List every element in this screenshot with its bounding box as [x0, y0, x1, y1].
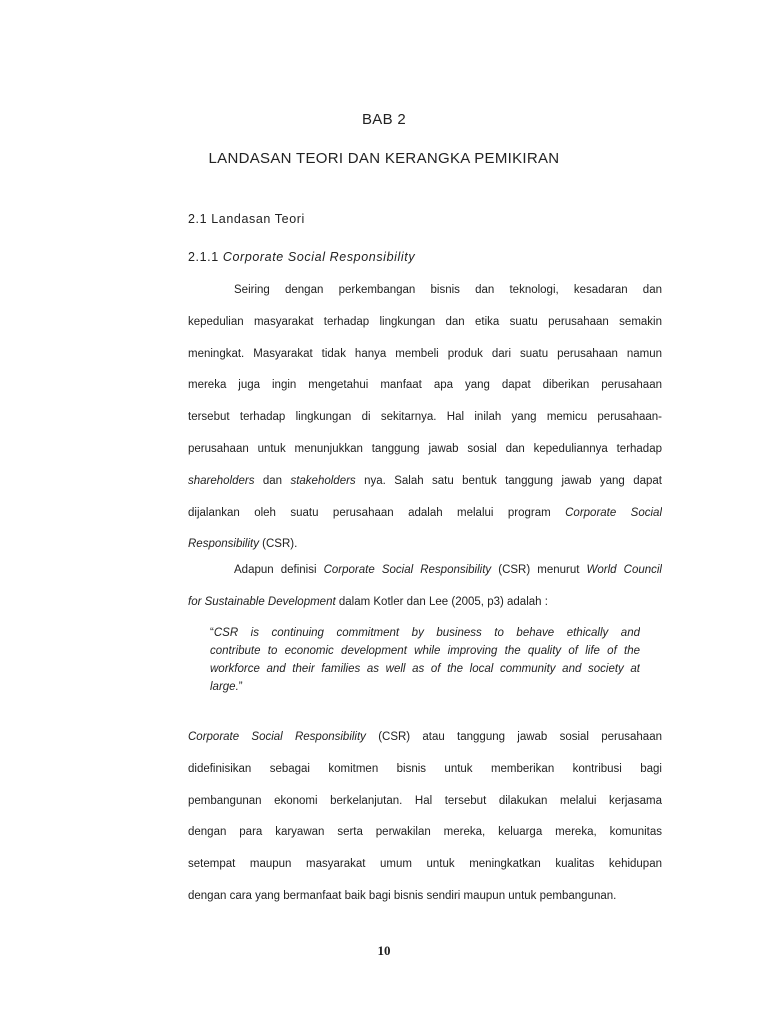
paragraph-csr-intro: [188, 282, 662, 568]
text-line: Seiring dengan perkembangan bisnis dan teknologi, kesadaran dan: [234, 284, 662, 296]
term-stakeholders: stakeholders: [290, 474, 356, 487]
text-line: dengan cara yang bermanfaat baik bagi bisnis sendiri maupun untuk pembangunan.: [188, 889, 617, 902]
quote-line: workforce and their families as well as of the local community and society at: [210, 663, 640, 675]
section-number: 2.1.1: [188, 250, 223, 264]
quote-line: “CSR is continuing commitment by business to behave ethically and: [210, 627, 640, 639]
quote-line: contribute to economic development while improving the quality of life of the: [210, 645, 640, 657]
text-line: for Sustainable Development dalam Kotler dan Lee (2005, p3) adalah :: [188, 595, 548, 608]
text-line: setempat maupun masyarakat umum untuk meningkatkan kualitas kehidupan: [188, 858, 662, 871]
text-line: tersebut terhadap lingkungan di sekitarnya. Hal inilah yang memicu perusahaan-: [188, 411, 662, 424]
text-line: mereka juga ingin mengetahui manfaat apa yang dapat diberikan perusahaan: [188, 379, 662, 392]
term-sustainable-development: for Sustainable Development: [188, 595, 336, 608]
text-line: didefinisikan sebagai komitmen bisnis untuk memberikan kontribusi bagi: [188, 762, 662, 775]
paragraph-csr-explanation: [188, 729, 662, 920]
chapter-number: BAB 2: [361, 111, 407, 128]
block-quote: [210, 625, 640, 697]
quote-line: large.”: [210, 681, 243, 693]
section-title: Corporate Social Responsibility: [222, 250, 416, 264]
section-heading-2-1-1: [188, 250, 415, 264]
text-line: dijalankan oleh suatu perusahaan adalah melalui program Corporate Social: [188, 506, 662, 519]
term-world-council: World Council: [586, 564, 662, 576]
text-line: meningkat. Masyarakat tidak hanya membeli produk dari suatu perusahaan namun: [188, 347, 662, 360]
term-csr: Corporate Social: [565, 506, 662, 519]
text-line: kepedulian masyarakat terhadap lingkungan dan etika suatu perusahaan semakin: [188, 315, 662, 328]
text-line: pembangunan ekonomi berkelanjutan. Hal tersebut dilakukan melalui kerjasama: [188, 794, 662, 807]
page-number: 10: [377, 943, 391, 958]
term-csr: Corporate Social Responsibility: [188, 731, 366, 743]
text-line: shareholders dan stakeholders nya. Salah satu bentuk tanggung jawab yang dapat: [188, 474, 662, 487]
section-heading-2-1: 2.1 Landasan Teori: [188, 212, 305, 226]
text-line: perusahaan untuk menunjukkan tanggung jawab sosial dan kepeduliannya terhadap: [188, 442, 662, 455]
paragraph-csr-definition: [188, 562, 662, 626]
text-line: Corporate Social Responsibility (CSR) atau tanggung jawab sosial perusahaan: [188, 731, 662, 743]
close-quote-mark: ”: [238, 681, 243, 693]
term-csr: Corporate Social Responsibility: [323, 564, 492, 576]
chapter-title: LANDASAN TEORI DAN KERANGKA PEMIKIRAN: [208, 150, 560, 167]
text-line: Adapun definisi Corporate Social Responsibility (CSR) menurut World Council: [234, 564, 662, 576]
open-quote-mark: “: [210, 627, 214, 639]
term-shareholders: shareholders: [188, 474, 255, 487]
text-line: dengan para karyawan serta perwakilan mereka, keluarga mereka, komunitas: [188, 826, 662, 839]
text-line: Responsibility (CSR).: [188, 538, 298, 551]
term-csr: Responsibility: [188, 538, 259, 551]
